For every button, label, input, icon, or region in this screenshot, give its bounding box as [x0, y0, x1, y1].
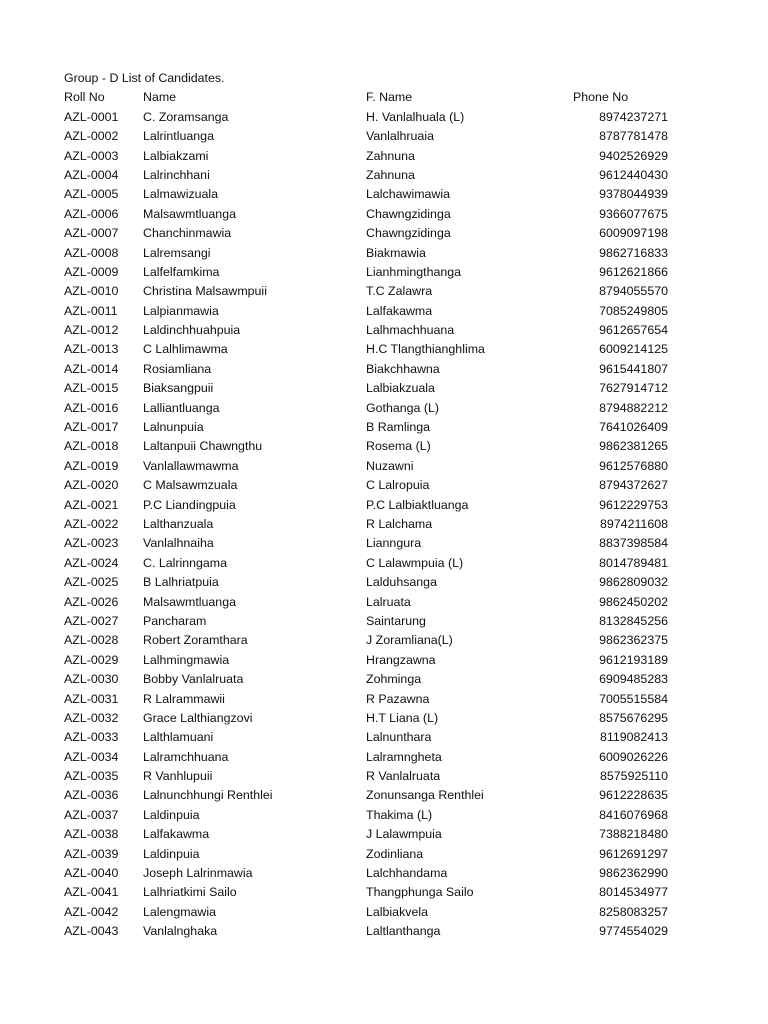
- table-row: [0, 612, 768, 631]
- name-cell: C. Lalrinngama: [143, 555, 228, 570]
- father-name-cell: Thangphunga Sailo: [366, 885, 474, 900]
- roll-no-cell: AZL-0016: [64, 400, 119, 415]
- name-cell: Lalpianmawia: [143, 303, 219, 318]
- father-name-cell: Vanlalhruaia: [366, 129, 434, 144]
- roll-no-cell: AZL-0034: [64, 749, 119, 764]
- table-row: [0, 903, 768, 922]
- phone-cell: 6009214125: [599, 342, 668, 357]
- father-name-cell: Zohminga: [366, 672, 422, 687]
- father-name-cell: R Lalchama: [366, 516, 433, 531]
- phone-cell: 6009097198: [599, 226, 668, 241]
- father-name-cell: T.C Zalawra: [366, 284, 433, 299]
- table-row: [0, 108, 768, 127]
- phone-cell: 9366077675: [599, 206, 668, 221]
- phone-cell: 9612621866: [599, 264, 668, 279]
- father-name-cell: Hrangzawna: [366, 652, 436, 667]
- name-cell: Laldinpuia: [143, 807, 200, 822]
- phone-cell: 9862716833: [599, 245, 668, 260]
- name-cell: C. Zoramsanga: [143, 109, 229, 124]
- table-row: [0, 845, 768, 864]
- father-name-cell: C Lalawmpuia (L): [366, 555, 464, 570]
- table-row: [0, 205, 768, 224]
- father-name-cell: J Lalawmpuia: [366, 827, 442, 842]
- roll-no-cell: AZL-0032: [64, 710, 119, 725]
- phone-cell: 8794882212: [599, 400, 668, 415]
- roll-no-cell: AZL-0033: [64, 730, 119, 745]
- roll-no-cell: AZL-0013: [64, 342, 119, 357]
- table-row: [0, 883, 768, 902]
- phone-cell: 8794372627: [599, 478, 668, 493]
- phone-cell: 8575925110: [600, 769, 668, 784]
- roll-no-cell: AZL-0040: [64, 866, 119, 881]
- name-cell: Lalremsangi: [143, 245, 211, 260]
- phone-cell: 6909485283: [599, 672, 668, 687]
- table-row: [0, 340, 768, 359]
- name-cell: R Lalrammawii: [143, 691, 225, 706]
- table-row: [0, 709, 768, 728]
- document-title: Group - D List of Candidates.: [64, 71, 225, 85]
- father-name-cell: Zodinliana: [366, 846, 424, 861]
- roll-no-cell: AZL-0024: [64, 555, 119, 570]
- roll-no-cell: AZL-0011: [64, 303, 118, 318]
- phone-cell: 9612229753: [599, 497, 668, 512]
- roll-no-cell: AZL-0019: [64, 458, 119, 473]
- roll-no-cell: AZL-0009: [64, 264, 119, 279]
- father-name-cell: Lalbiakzuala: [366, 381, 435, 396]
- phone-cell: 9612657654: [599, 323, 668, 338]
- table-row: [0, 244, 768, 263]
- roll-no-cell: AZL-0037: [64, 807, 119, 822]
- table-row: [0, 728, 768, 747]
- table-row: [0, 806, 768, 825]
- name-cell: C Lalhlimawma: [143, 342, 228, 357]
- roll-no-cell: AZL-0020: [64, 478, 119, 493]
- name-cell: Lalthanzuala: [143, 516, 214, 531]
- table-row: [0, 573, 768, 592]
- roll-no-cell: AZL-0002: [64, 129, 119, 144]
- name-cell: Lalbiakzami: [143, 148, 209, 163]
- name-cell: Lalhriatkimi Sailo: [143, 885, 237, 900]
- name-cell: Lalengmawia: [143, 904, 217, 919]
- father-name-cell: C Lalropuia: [366, 478, 430, 493]
- phone-cell: 8119082413: [600, 730, 668, 745]
- name-cell: Joseph Lalrinmawia: [143, 866, 253, 881]
- father-name-cell: Lalbiakvela: [366, 904, 428, 919]
- phone-cell: 9612193189: [599, 652, 668, 667]
- phone-cell: 9612440430: [599, 167, 668, 182]
- table-row: [0, 690, 768, 709]
- phone-cell: 8575676295: [599, 710, 668, 725]
- roll-no-cell: AZL-0012: [64, 323, 119, 338]
- table-row: [0, 127, 768, 146]
- name-cell: Christina Malsawmpuii: [143, 284, 267, 299]
- name-cell: P.C Liandingpuia: [143, 497, 236, 512]
- father-name-cell: J Zoramliana(L): [366, 633, 453, 648]
- table-row: [0, 302, 768, 321]
- father-name-cell: Biakchhawna: [366, 361, 440, 376]
- table-row: [0, 651, 768, 670]
- table-row: [0, 767, 768, 786]
- roll-no-cell: AZL-0008: [64, 245, 119, 260]
- table-row: [0, 399, 768, 418]
- father-name-cell: Lalduhsanga: [366, 575, 437, 590]
- roll-no-cell: AZL-0031: [64, 691, 119, 706]
- father-name-cell: Thakima (L): [366, 807, 433, 822]
- roll-no-cell: AZL-0023: [64, 536, 119, 551]
- table-row: [0, 631, 768, 650]
- table-row: [0, 437, 768, 456]
- table-row: [0, 147, 768, 166]
- father-name-cell: Lianngura: [366, 536, 422, 551]
- table-row: [0, 825, 768, 844]
- table-row: [0, 263, 768, 282]
- phone-cell: 9862362375: [599, 633, 668, 648]
- header-name: Name: [143, 90, 177, 105]
- name-cell: Lalmawizuala: [143, 187, 219, 202]
- table-row: [0, 476, 768, 495]
- name-cell: Lalthlamuani: [143, 730, 214, 745]
- name-cell: Grace Lalthiangzovi: [143, 710, 253, 725]
- roll-no-cell: AZL-0018: [64, 439, 119, 454]
- father-name-cell: Nuzawni: [366, 458, 414, 473]
- name-cell: Vanlalhnaiha: [143, 536, 214, 551]
- phone-cell: 9615441807: [599, 361, 668, 376]
- name-cell: Laltanpuii Chawngthu: [143, 439, 263, 454]
- name-cell: Malsawmtluanga: [143, 594, 236, 609]
- table-row: [0, 748, 768, 767]
- roll-no-cell: AZL-0014: [64, 361, 119, 376]
- father-name-cell: Rosema (L): [366, 439, 431, 454]
- table-row: [0, 360, 768, 379]
- father-name-cell: Lalfakawma: [366, 303, 433, 318]
- phone-cell: 7388218480: [599, 827, 668, 842]
- phone-cell: 9862362990: [599, 866, 668, 881]
- table-row: [0, 534, 768, 553]
- father-name-cell: H. Vanlalhuala (L): [366, 109, 465, 124]
- phone-cell: 9862381265: [599, 439, 668, 454]
- name-cell: Lalrinchhani: [143, 167, 210, 182]
- phone-cell: 8014534977: [599, 885, 668, 900]
- phone-cell: 8974211608: [600, 516, 668, 531]
- roll-no-cell: AZL-0015: [64, 381, 119, 396]
- phone-cell: 9612691297: [599, 846, 668, 861]
- name-cell: Lalramchhuana: [143, 749, 229, 764]
- table-row: [0, 166, 768, 185]
- table-row: [0, 185, 768, 204]
- father-name-cell: Chawngzidinga: [366, 206, 451, 221]
- father-name-cell: Zahnuna: [366, 167, 415, 182]
- name-cell: C Malsawmzuala: [143, 478, 238, 493]
- roll-no-cell: AZL-0041: [64, 885, 119, 900]
- phone-cell: 9862809032: [599, 575, 668, 590]
- father-name-cell: B Ramlinga: [366, 420, 431, 435]
- name-cell: Malsawmtluanga: [143, 206, 236, 221]
- phone-cell: 8794055570: [599, 284, 668, 299]
- table-row: [0, 496, 768, 515]
- table-row: [0, 786, 768, 805]
- father-name-cell: R Vanlalruata: [366, 769, 441, 784]
- phone-cell: 9774554029: [599, 924, 668, 939]
- father-name-cell: Lalruata: [366, 594, 411, 609]
- candidate-list-sheet: [0, 69, 768, 942]
- roll-no-cell: AZL-0010: [64, 284, 119, 299]
- header-father-name: F. Name: [366, 90, 413, 105]
- table-row: [0, 224, 768, 243]
- name-cell: Rosiamliana: [143, 361, 212, 376]
- name-cell: Laldinpuia: [143, 846, 200, 861]
- father-name-cell: Lalchhandama: [366, 866, 448, 881]
- title-row: [0, 69, 768, 88]
- phone-cell: 7627914712: [599, 381, 668, 396]
- table-row: [0, 321, 768, 340]
- name-cell: Chanchinmawia: [143, 226, 232, 241]
- roll-no-cell: AZL-0003: [64, 148, 119, 163]
- phone-cell: 8132845256: [599, 613, 668, 628]
- phone-cell: 6009026226: [599, 749, 668, 764]
- table-row: [0, 379, 768, 398]
- phone-cell: 7085249805: [599, 303, 668, 318]
- father-name-cell: Lalnunthara: [366, 730, 432, 745]
- roll-no-cell: AZL-0030: [64, 672, 119, 687]
- roll-no-cell: AZL-0017: [64, 420, 119, 435]
- name-cell: Lalhmingmawia: [143, 652, 230, 667]
- roll-no-cell: AZL-0007: [64, 226, 119, 241]
- name-cell: R Vanhlupuii: [143, 769, 213, 784]
- name-cell: Bobby Vanlalruata: [143, 672, 244, 687]
- phone-cell: 7005515584: [599, 691, 668, 706]
- phone-cell: 8787781478: [599, 129, 668, 144]
- roll-no-cell: AZL-0043: [64, 924, 119, 939]
- roll-no-cell: AZL-0001: [64, 109, 119, 124]
- father-name-cell: Saintarung: [366, 613, 426, 628]
- header-roll-no: Roll No: [64, 90, 105, 105]
- father-name-cell: Gothanga (L): [366, 400, 440, 415]
- name-cell: Lalnunchhungi Renthlei: [143, 788, 273, 803]
- header-row: [0, 88, 768, 107]
- header-phone-no: Phone No: [573, 90, 629, 105]
- table-row: [0, 282, 768, 301]
- father-name-cell: Zonunsanga Renthlei: [366, 788, 484, 803]
- roll-no-cell: AZL-0042: [64, 904, 119, 919]
- phone-cell: 9402526929: [599, 148, 668, 163]
- father-name-cell: Lalchawimawia: [366, 187, 451, 202]
- name-cell: Vanlalnghaka: [143, 924, 218, 939]
- table-row: [0, 670, 768, 689]
- roll-no-cell: AZL-0035: [64, 769, 119, 784]
- father-name-cell: H.C Tlangthianghlima: [366, 342, 485, 357]
- phone-cell: 8014789481: [599, 555, 668, 570]
- father-name-cell: Laltlanthanga: [366, 924, 441, 939]
- roll-no-cell: AZL-0021: [64, 497, 119, 512]
- father-name-cell: Zahnuna: [366, 148, 415, 163]
- name-cell: Biaksangpuii: [143, 381, 214, 396]
- roll-no-cell: AZL-0029: [64, 652, 119, 667]
- table-row: [0, 593, 768, 612]
- father-name-cell: Lalramngheta: [366, 749, 442, 764]
- table-row: [0, 418, 768, 437]
- name-cell: Lalnunpuia: [143, 420, 204, 435]
- table-row: [0, 864, 768, 883]
- father-name-cell: Biakmawia: [366, 245, 426, 260]
- roll-no-cell: AZL-0036: [64, 788, 119, 803]
- roll-no-cell: AZL-0006: [64, 206, 119, 221]
- name-cell: B Lalhriatpuia: [143, 575, 219, 590]
- roll-no-cell: AZL-0005: [64, 187, 119, 202]
- father-name-cell: P.C Lalbiaktluanga: [366, 497, 469, 512]
- name-cell: Pancharam: [143, 613, 207, 628]
- father-name-cell: Chawngzidinga: [366, 226, 451, 241]
- phone-cell: 9378044939: [599, 187, 668, 202]
- table-row: [0, 457, 768, 476]
- father-name-cell: H.T Liana (L): [366, 710, 439, 725]
- phone-cell: 7641026409: [599, 420, 668, 435]
- roll-no-cell: AZL-0004: [64, 167, 119, 182]
- phone-cell: 9862450202: [599, 594, 668, 609]
- name-cell: Lalfelfamkima: [143, 264, 220, 279]
- father-name-cell: R Pazawna: [366, 691, 430, 706]
- table-row: [0, 922, 768, 941]
- roll-no-cell: AZL-0027: [64, 613, 119, 628]
- father-name-cell: Lianhmingthanga: [366, 264, 462, 279]
- name-cell: Lalliantluanga: [143, 400, 220, 415]
- candidate-rows: [0, 108, 768, 942]
- phone-cell: 8974237271: [599, 109, 668, 124]
- roll-no-cell: AZL-0026: [64, 594, 119, 609]
- table-row: [0, 554, 768, 573]
- roll-no-cell: AZL-0039: [64, 846, 119, 861]
- name-cell: Robert Zoramthara: [143, 633, 248, 648]
- phone-cell: 8416076968: [599, 807, 668, 822]
- phone-cell: 8258083257: [599, 904, 668, 919]
- roll-no-cell: AZL-0028: [64, 633, 119, 648]
- name-cell: Vanlallawmawma: [143, 458, 239, 473]
- table-row: [0, 515, 768, 534]
- name-cell: Lalrintluanga: [143, 129, 214, 144]
- phone-cell: 9612576880: [599, 458, 668, 473]
- name-cell: Lalfakawma: [143, 827, 210, 842]
- roll-no-cell: AZL-0022: [64, 516, 119, 531]
- roll-no-cell: AZL-0038: [64, 827, 119, 842]
- phone-cell: 8837398584: [599, 536, 668, 551]
- phone-cell: 9612228635: [599, 788, 668, 803]
- roll-no-cell: AZL-0025: [64, 575, 119, 590]
- father-name-cell: Lalhmachhuana: [366, 323, 455, 338]
- name-cell: Laldinchhuahpuia: [143, 323, 241, 338]
